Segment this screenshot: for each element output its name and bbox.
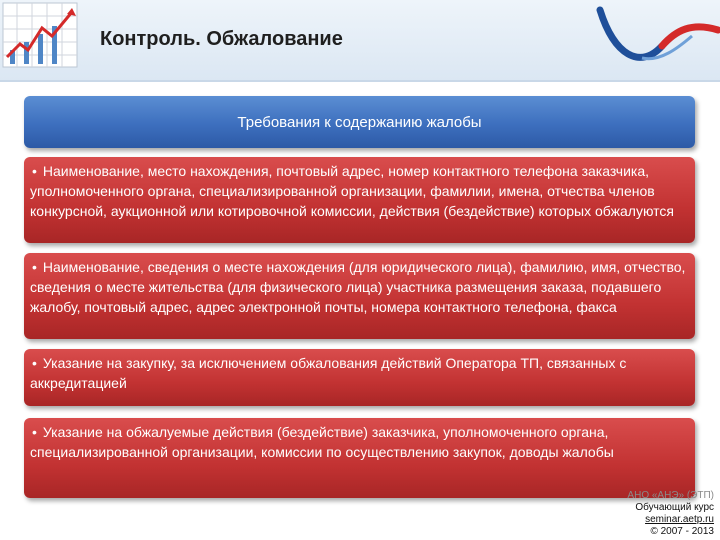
requirement-text: Указание на обжалуемые действия (бездействие) заказчика, уполномоченного органа, специализированной организации, комиссии по осуществлению закупок, доводы жалобы — [30, 424, 614, 460]
requirement-item — [24, 253, 695, 339]
footer-org: АНО «АНЭ» (ЭТП) — [627, 490, 714, 501]
requirement-text: Указание на закупку, за исключением обжалования действий Оператора ТП, связанных с аккредитацией — [30, 355, 627, 391]
bullet-marker: • — [32, 259, 37, 275]
requirement-text: Наименование, сведения о месте нахождения (для юридического лица), фамилию, имя, отчество, сведения о месте жительства (для физического лица) участника размещения заказа, подавшего жалобу, почтовый адрес, адрес электронной почты, номера контактного телефона, факса — [30, 259, 686, 315]
bullet-marker: • — [32, 424, 37, 440]
footer-copyright: © 2007 - 2013 — [650, 526, 714, 537]
requirement-item — [24, 418, 695, 498]
chart-logo-icon — [2, 2, 78, 68]
requirement-item — [24, 157, 695, 243]
footer-site-link[interactable]: seminar.aetp.ru — [645, 514, 714, 525]
footer-credits — [627, 490, 714, 538]
brand-swoosh-icon — [580, 0, 720, 80]
page-title: Контроль. Обжалование — [100, 28, 343, 50]
requirement-text: Наименование, место нахождения, почтовый адрес, номер контактного телефона заказчика, уполномоченного органа, специализированной организации, фамилии, имена, отчества членов конкурсной, аукционной или котировочной комиссии, действия (бездействие) которых обжалуются — [30, 163, 674, 219]
bullet-marker: • — [32, 163, 37, 179]
footer-course: Обучающий курс — [635, 502, 714, 513]
header-bar — [0, 0, 720, 82]
section-heading: Требования к содержанию жалобы — [24, 96, 695, 148]
requirement-item — [24, 349, 695, 406]
bullet-marker: • — [32, 355, 37, 371]
